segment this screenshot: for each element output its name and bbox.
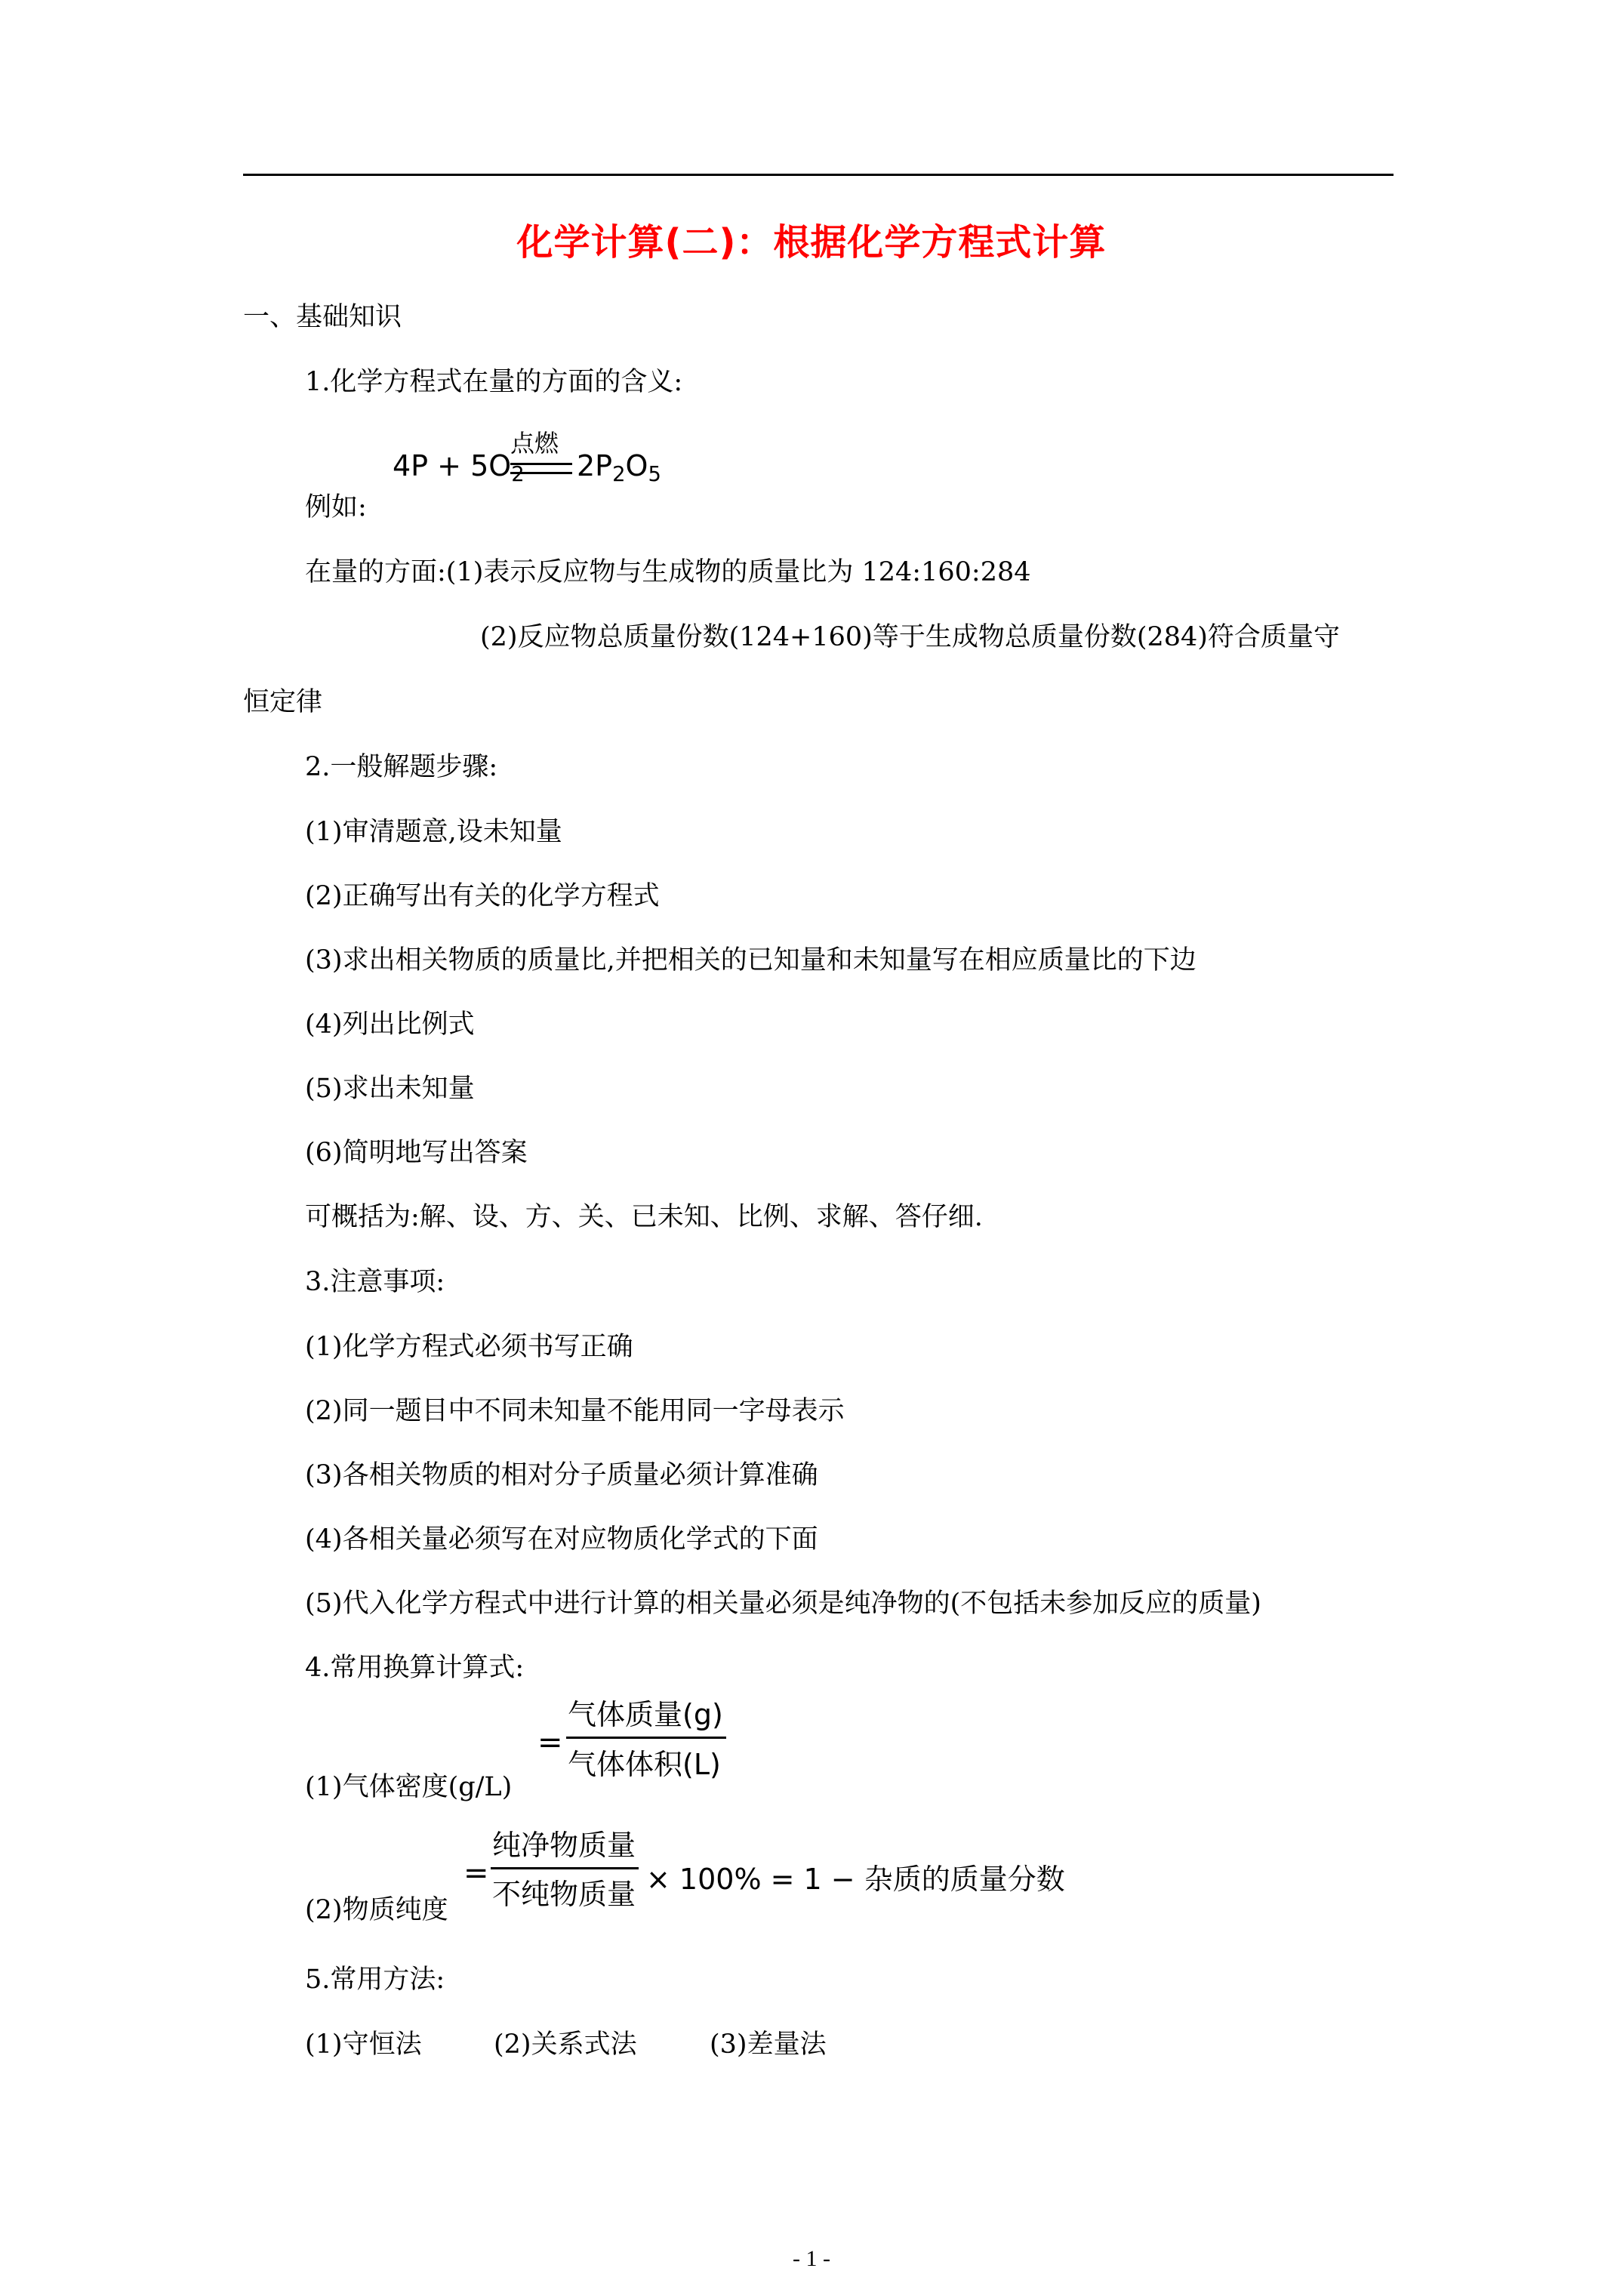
method-item: (1)守恒法 [305, 2029, 422, 2060]
step-item: (4)列出比例式 [305, 1009, 475, 1040]
header-rule [243, 174, 1394, 176]
note-item: (4)各相关量必须写在对应物质化学式的下面 [305, 1524, 818, 1555]
step-item: (5)求出未知量 [305, 1074, 475, 1104]
step-item: (6)简明地写出答案 [305, 1138, 528, 1168]
example-label: 例如: [305, 492, 367, 522]
chemical-equation [393, 449, 525, 486]
item5-heading: 5.常用方法: [305, 1965, 445, 1995]
section-heading: 一、基础知识 [243, 302, 402, 332]
meaning-line-2-cont: 恒定律 [243, 687, 323, 717]
item1-heading: 1.化学方程式在量的方面的含义: [305, 367, 683, 397]
method-item: (3)差量法 [710, 2029, 827, 2060]
purity-rest: × 100% = 1 − 杂质的质量分数 [646, 1863, 1065, 1896]
note-item: (3)各相关物质的相对分子质量必须计算准确 [305, 1460, 818, 1490]
meaning-line-1: 在量的方面:(1)表示反应物与生成物的质量比为 124:160:284 [305, 557, 1031, 587]
equation-right: $2P_2O_5$ [577, 449, 661, 486]
density-label: (1)气体密度(g/L) [305, 1772, 513, 1802]
step-item: (1)审清题意,设未知量 [305, 817, 562, 847]
method-item: (2)关系式法 [494, 2029, 637, 2060]
equation-left-subscript: 2 [511, 462, 525, 486]
density-denominator: 气体体积(L) [568, 1748, 721, 1781]
note-item: (2)同一题目中不同未知量不能用同一字母表示 [305, 1396, 845, 1426]
note-item: (5)代入化学方程式中进行计算的相关量必须是纯净物的(不包括未参加反应的质量) [305, 1589, 1261, 1619]
density-equals: = [537, 1725, 563, 1760]
density-numerator: 气体质量(g) [568, 1698, 723, 1731]
steps-summary: 可概括为:解、设、方、关、已未知、比例、求解、答仔细. [305, 1202, 983, 1232]
purity-label: (2)物质纯度 [305, 1895, 448, 1925]
item2-heading: 2.一般解题步骤: [305, 752, 498, 782]
page-number: - 1 - [793, 2246, 830, 2271]
step-item: (3)求出相关物质的质量比,并把相关的已知量和未知量写在相应质量比的下边 [305, 945, 1196, 975]
purity-numerator: 纯净物质量 [492, 1829, 636, 1862]
density-fraction-bar [566, 1737, 726, 1739]
meaning-line-2: (2)反应物总质量份数(124+160)等于生成物总质量份数(284)符合质量守 [480, 622, 1340, 652]
equation-left: 4P + 5O [393, 449, 512, 482]
item3-heading: 3.注意事项: [305, 1267, 445, 1297]
step-item: (2)正确写出有关的化学方程式 [305, 881, 660, 911]
reaction-equals-sign [510, 463, 572, 474]
purity-equals: = [463, 1856, 489, 1891]
purity-denominator: 不纯物质量 [492, 1878, 636, 1911]
item4-heading: 4.常用换算计算式: [305, 1653, 525, 1683]
note-item: (1)化学方程式必须书写正确 [305, 1332, 633, 1362]
reaction-condition: 点燃 [510, 429, 559, 458]
page-title: 化学计算(二)：根据化学方程式计算 [516, 221, 1107, 264]
purity-fraction-bar [491, 1867, 639, 1869]
